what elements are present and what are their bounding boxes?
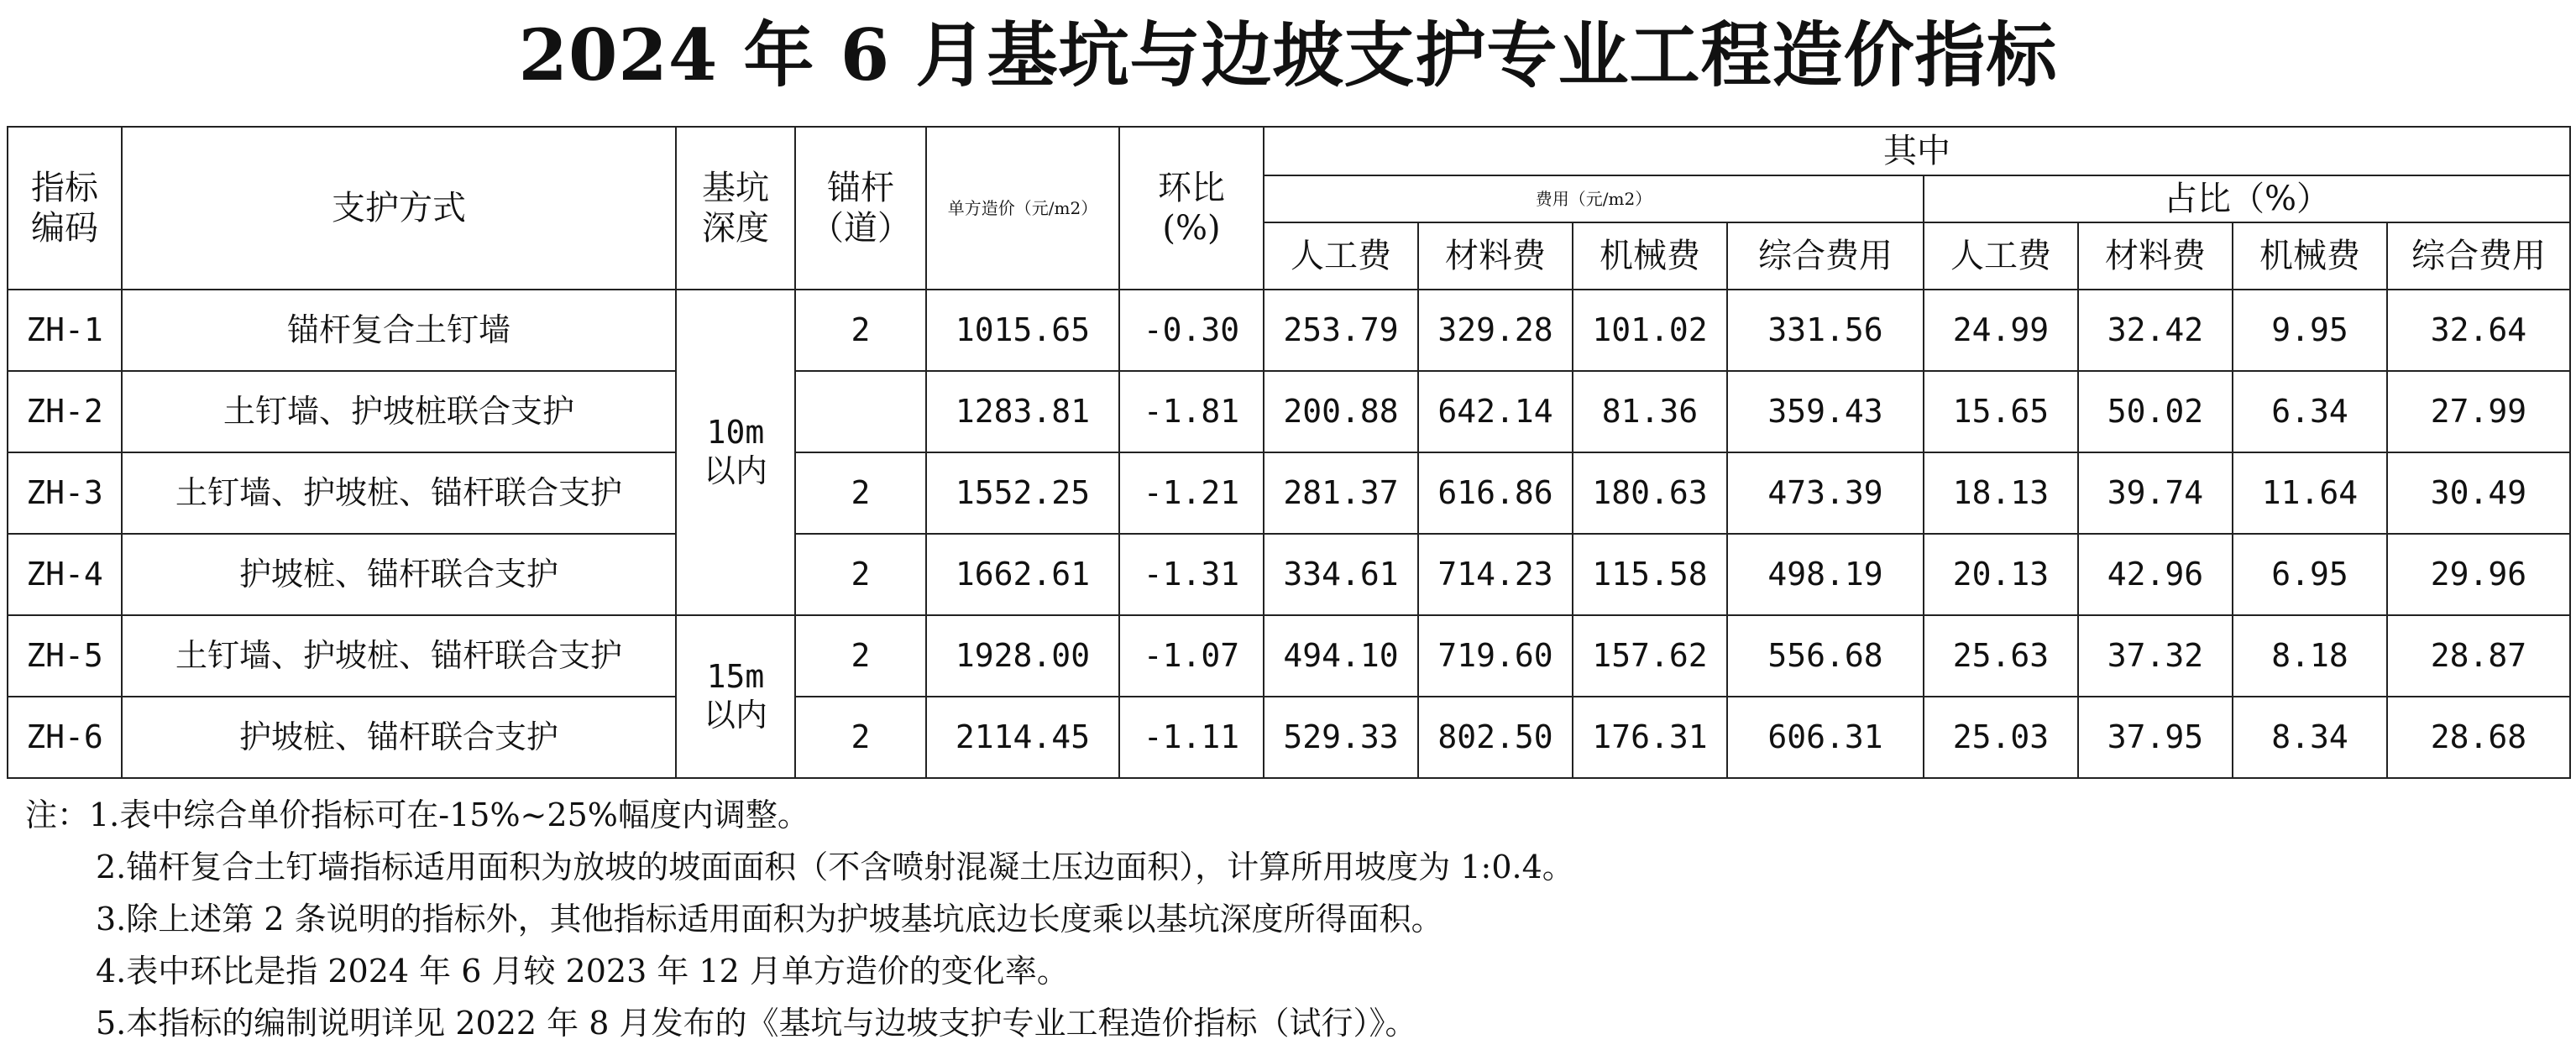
row-cost-machine: 115.58	[1573, 534, 1727, 615]
row-cost-material: 802.50	[1418, 697, 1573, 778]
row-ratio-machine: 8.18	[2233, 615, 2387, 697]
row-cost-overall: 331.56	[1727, 290, 1924, 371]
table-row	[8, 290, 2570, 371]
note-line: 4.表中环比是指 2024 年 6 月较 2023 年 12 月单方造价的变化率。	[96, 953, 1069, 990]
row-method: 土钉墙、护坡桩联合支护	[122, 371, 676, 452]
row-ratio-machine: 6.34	[2233, 371, 2387, 452]
row-anchor	[795, 371, 926, 452]
header-ratio-material: 材料费	[2078, 222, 2233, 290]
row-cost-labor: 200.88	[1264, 371, 1418, 452]
row-method: 护坡桩、锚杆联合支护	[122, 534, 676, 615]
row-method: 锚杆复合土钉墙	[122, 290, 676, 371]
row-ratio-overall: 28.68	[2387, 697, 2570, 778]
row-cost-material: 616.86	[1418, 452, 1573, 534]
header-method: 支护方式	[122, 127, 676, 290]
row-cost-overall: 359.43	[1727, 371, 1924, 452]
row-ratio-machine: 11.64	[2233, 452, 2387, 534]
row-cost-overall: 498.19	[1727, 534, 1924, 615]
row-ratio-machine: 6.95	[2233, 534, 2387, 615]
row-anchor: 2	[795, 290, 926, 371]
row-ratio-material: 42.96	[2078, 534, 2233, 615]
row-ratio-overall: 28.87	[2387, 615, 2570, 697]
page-title: 2024 年 6 月基坑与边坡支护专业工程造价指标	[518, 13, 2058, 97]
header-cost-labor: 人工费	[1264, 222, 1418, 290]
row-method: 土钉墙、护坡桩、锚杆联合支护	[122, 615, 676, 697]
row-ratio-machine: 8.34	[2233, 697, 2387, 778]
row-code: ZH-2	[8, 371, 122, 452]
row-anchor: 2	[795, 697, 926, 778]
row-mom: -1.81	[1119, 371, 1264, 452]
row-cost-material: 719.60	[1418, 615, 1573, 697]
header-cost-group: 费用（元/m2）	[1264, 175, 1924, 222]
table-row	[8, 697, 2570, 778]
header-code: 指标 编码	[8, 127, 122, 290]
table-row	[8, 534, 2570, 615]
notes-section	[25, 789, 2544, 1049]
row-method: 护坡桩、锚杆联合支护	[122, 697, 676, 778]
header-anchor: 锚杆 （道）	[795, 127, 926, 290]
header-mom: 环比 (%)	[1119, 127, 1264, 290]
row-unit-price: 1015.65	[926, 290, 1119, 371]
row-mom: -1.07	[1119, 615, 1264, 697]
row-mom: -0.30	[1119, 290, 1264, 371]
row-unit-price: 1928.00	[926, 615, 1119, 697]
row-ratio-material: 37.95	[2078, 697, 2233, 778]
row-ratio-labor: 25.03	[1924, 697, 2078, 778]
table-row	[8, 452, 2570, 534]
row-cost-machine: 157.62	[1573, 615, 1727, 697]
header-ratio-labor: 人工费	[1924, 222, 2078, 290]
table-row	[8, 371, 2570, 452]
row-cost-labor: 281.37	[1264, 452, 1418, 534]
row-cost-labor: 494.10	[1264, 615, 1418, 697]
row-ratio-labor: 20.13	[1924, 534, 2078, 615]
row-unit-price: 1662.61	[926, 534, 1119, 615]
row-cost-overall: 606.31	[1727, 697, 1924, 778]
row-ratio-labor: 24.99	[1924, 290, 2078, 371]
row-ratio-overall: 32.64	[2387, 290, 2570, 371]
row-anchor: 2	[795, 615, 926, 697]
depth-group: 15m 以内	[676, 615, 795, 778]
row-code: ZH-5	[8, 615, 122, 697]
row-cost-material: 714.23	[1418, 534, 1573, 615]
row-cost-overall: 473.39	[1727, 452, 1924, 534]
row-ratio-overall: 29.96	[2387, 534, 2570, 615]
row-ratio-material: 37.32	[2078, 615, 2233, 697]
row-cost-overall: 556.68	[1727, 615, 1924, 697]
row-ratio-overall: 30.49	[2387, 452, 2570, 534]
row-code: ZH-3	[8, 452, 122, 534]
row-anchor: 2	[795, 452, 926, 534]
note-line: 3.除上述第 2 条说明的指标外，其他指标适用面积为护坡基坑底边长度乘以基坑深度所得面积。	[96, 901, 1443, 937]
row-unit-price: 2114.45	[926, 697, 1119, 778]
row-ratio-material: 50.02	[2078, 371, 2233, 452]
row-ratio-labor: 15.65	[1924, 371, 2078, 452]
row-unit-price: 1552.25	[926, 452, 1119, 534]
header-depth: 基坑 深度	[676, 127, 795, 290]
row-code: ZH-4	[8, 534, 122, 615]
header-among: 其中	[1264, 127, 2570, 175]
header-cost-overall: 综合费用	[1727, 222, 1924, 290]
row-cost-labor: 334.61	[1264, 534, 1418, 615]
row-cost-material: 642.14	[1418, 371, 1573, 452]
cost-index-table	[7, 126, 2571, 779]
header-cost-machine: 机械费	[1573, 222, 1727, 290]
row-ratio-overall: 27.99	[2387, 371, 2570, 452]
row-cost-machine: 180.63	[1573, 452, 1727, 534]
note-line: 5.本指标的编制说明详见 2022 年 8 月发布的《基坑与边坡支护专业工程造价指标（试行）》。	[96, 1005, 1417, 1042]
header-ratio-overall: 综合费用	[2387, 222, 2570, 290]
row-unit-price: 1283.81	[926, 371, 1119, 452]
row-ratio-material: 32.42	[2078, 290, 2233, 371]
header-ratio-machine: 机械费	[2233, 222, 2387, 290]
row-mom: -1.31	[1119, 534, 1264, 615]
header-ratio-group: 占比（%）	[1924, 175, 2570, 222]
row-mom: -1.11	[1119, 697, 1264, 778]
row-ratio-material: 39.74	[2078, 452, 2233, 534]
row-method: 土钉墙、护坡桩、锚杆联合支护	[122, 452, 676, 534]
row-cost-labor: 253.79	[1264, 290, 1418, 371]
header-cost-material: 材料费	[1418, 222, 1573, 290]
row-mom: -1.21	[1119, 452, 1264, 534]
row-cost-machine: 81.36	[1573, 371, 1727, 452]
row-code: ZH-1	[8, 290, 122, 371]
note-line: 注：1.表中综合单价指标可在-15%~25%幅度内调整。	[25, 796, 809, 833]
row-ratio-labor: 25.63	[1924, 615, 2078, 697]
row-cost-labor: 529.33	[1264, 697, 1418, 778]
row-cost-machine: 101.02	[1573, 290, 1727, 371]
header-row-1	[8, 127, 2570, 175]
row-code: ZH-6	[8, 697, 122, 778]
row-ratio-labor: 18.13	[1924, 452, 2078, 534]
table-row	[8, 615, 2570, 697]
note-line: 2.锚杆复合土钉墙指标适用面积为放坡的坡面面积（不含喷射混凝土压边面积），计算所用坡度为 1:0.4。	[96, 849, 1574, 885]
row-cost-machine: 176.31	[1573, 697, 1727, 778]
row-cost-material: 329.28	[1418, 290, 1573, 371]
depth-group: 10m 以内	[676, 290, 795, 615]
row-ratio-machine: 9.95	[2233, 290, 2387, 371]
header-unit-price: 单方造价（元/m2）	[926, 127, 1119, 290]
row-anchor: 2	[795, 534, 926, 615]
